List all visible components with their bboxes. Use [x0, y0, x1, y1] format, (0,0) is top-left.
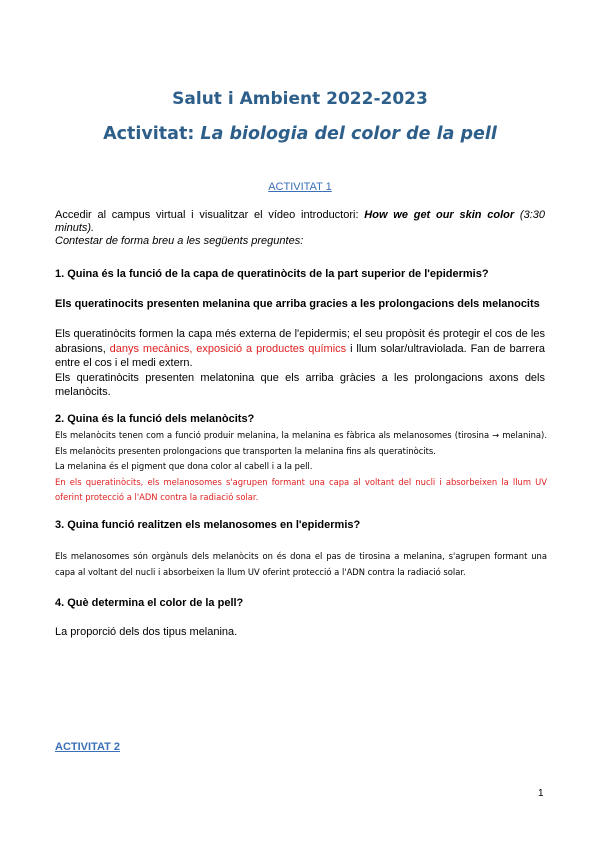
- q1-answer-part2: i llum solar/ultraviolada. Fan de barrera entre el cos i el medi extern.: [55, 342, 545, 369]
- intro-duration: (3:30 minuts).: [55, 209, 545, 234]
- question-4-answer: La proporció dels dos tipus melanina.: [55, 626, 238, 638]
- question-2-answer: [55, 428, 547, 506]
- activity-title-name: La biologia del color de la pell: [200, 124, 497, 144]
- q2-answer-line1: Els melanòcits tenen com a funció produir melanina, la melanina es fàbrica als melanosomes (tirosina → melanina). Els melanòcits presenten prolongacions que transporten la melanina fins als queratinòcits.: [55, 430, 547, 456]
- activitat-2-heading[interactable]: ACTIVITAT 2: [55, 741, 120, 753]
- q1-answer-part1: Els queratinòcits formen la capa més externa de l'epidermis; el seu propòsit és protegir el cos de les abrasions,: [55, 328, 545, 355]
- question-3: 3. Quina funció realitzen els melanosomes en l'epidermis?: [55, 519, 361, 531]
- question-1: 1. Quina és la funció de la capa de queratinòcits de la part superior de l'epidermis?: [55, 268, 489, 280]
- q2-answer-line2: La melanina és el pigment que dona color al cabell i a la pell.: [55, 461, 313, 471]
- intro-text: Accedir al campus virtual i visualitzar el vídeo introductori:: [55, 209, 365, 221]
- question-4: 4. Què determina el color de la pell?: [55, 597, 244, 609]
- intro-video-title: How we get our skin color: [364, 209, 515, 221]
- question-1-bold-answer: Els queratinocits presenten melanina que arriba gracies a les prolongacions dels melanocits: [55, 298, 540, 310]
- q2-answer-red: En els queratinòcits, els melanosomes s'agrupen formant una capa al voltant del nucli i absorbeixen la llum UV oferint protecció a l'ADN contra la radiació solar.: [55, 476, 547, 502]
- intro-paragraph: [55, 209, 545, 248]
- document-title: Salut i Ambient 2022-2023: [172, 89, 428, 109]
- page-number: 1: [538, 788, 544, 799]
- question-2: 2. Quina és la funció dels melanòcits?: [55, 413, 255, 425]
- activitat-1-heading: ACTIVITAT 1: [268, 181, 332, 193]
- activity-title-prefix: Activitat:: [103, 124, 201, 144]
- activity-title: [0, 124, 600, 144]
- question-1-answer: [55, 327, 545, 400]
- q1-answer-red: danys mecànics, exposició a productes químics: [109, 342, 347, 355]
- q1-answer-part3: Els queratinòcits presenten melatonina que els arriba gràcies a les prolongacions axons dels melanòcits.: [55, 371, 545, 398]
- intro-instruction: Contestar de forma breu a les següents preguntes:: [55, 235, 304, 247]
- question-3-answer: Els melanosomes són orgànuls dels melanòcits on és dona el pas de tirosina a melanina, s'agrupen formant una capa al voltant del nucli i absorbeixen la llum UV oferint protecció a l'ADN contra la radiació solar.: [55, 551, 547, 577]
